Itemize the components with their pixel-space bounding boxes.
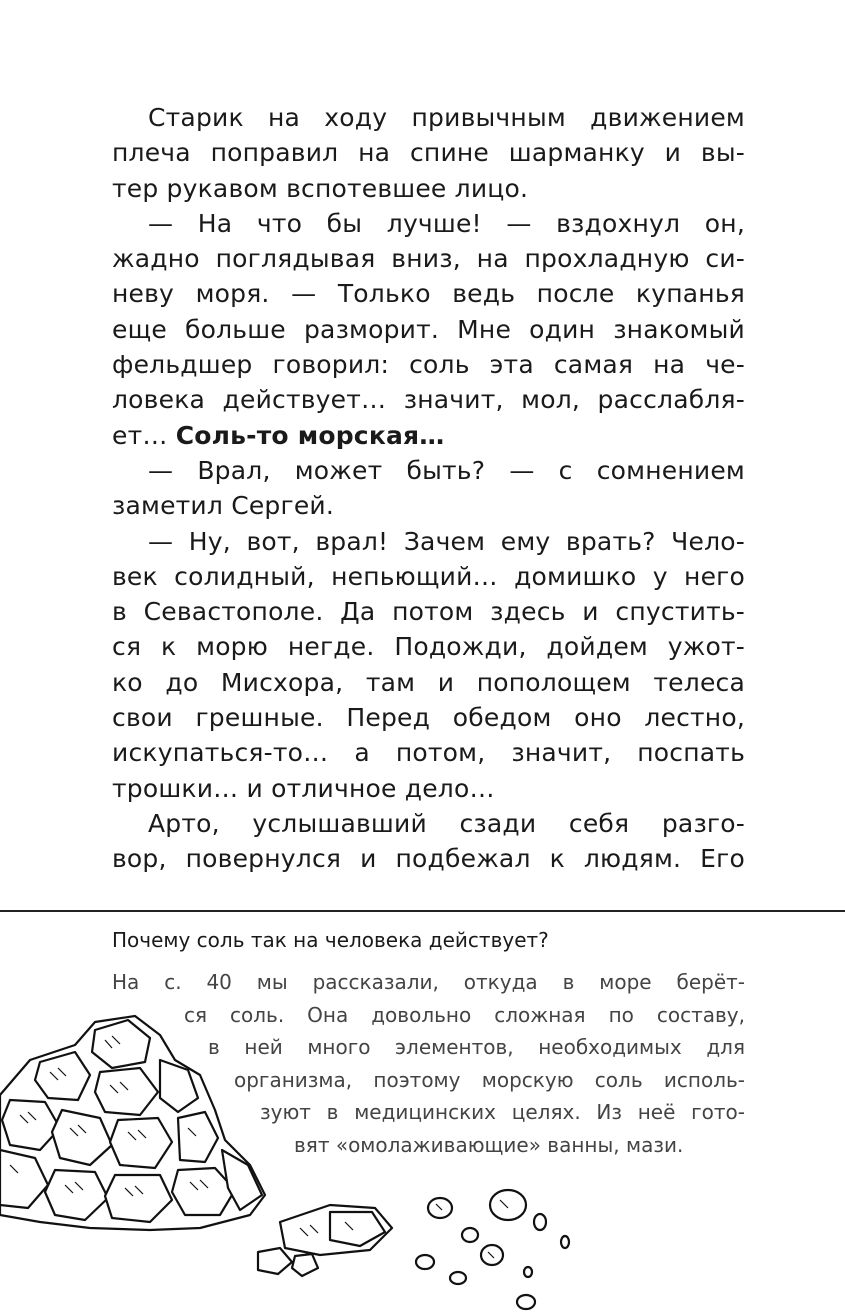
text-line: век солидный, непьющий… домишко у него (112, 561, 745, 591)
text-line: — Врал, может быть? — с сомнением (148, 455, 745, 485)
info-text-line: в ней много элементов, необходимых для (208, 1035, 745, 1059)
text-line: в Севастополе. Да потом здесь и спустить- (112, 597, 745, 627)
info-text-line: ся соль. Она довольно сложная по составу, (184, 1002, 745, 1027)
text-line: неву моря. — Только ведь после купанья (112, 279, 745, 309)
text-line: фельдшер говорил: соль эта самая на че- (112, 350, 745, 380)
text-line: вор, повернулся и подбежал к людям. Его (112, 844, 745, 874)
info-text-line: На с. 40 мы рассказали, откуда в море берёт- (112, 970, 745, 994)
text-line: Старик на ходу привычным движением (148, 103, 745, 132)
text-line: свои грешные. Перед обедом оно лестно, (112, 703, 745, 733)
text-line: плеча поправил на спине шарманку и вы- (112, 138, 745, 168)
text-line: трошки… и отличное дело… (112, 773, 495, 803)
text-line: Арто, услышавший сзади себя разго- (148, 808, 745, 838)
text-line: еще больше разморит. Мне один знакомый (112, 314, 745, 344)
info-text-line: вят «омолаживающие» ванны, мази. (294, 1132, 684, 1157)
text-line: — На что бы лучше! — вздохнул он, (148, 208, 745, 238)
text-line: ет… Соль-то морская… (112, 420, 445, 450)
bold-phrase: Соль-то морская… (175, 420, 445, 450)
text-line: ко до Мисхора, там и пополощем телеса (112, 667, 745, 697)
info-text-line: зуют в медицинских целях. Из неё гото- (260, 1100, 745, 1124)
text-line: — Ну, вот, врал! Зачем ему врать? Чело- (148, 526, 745, 556)
text-line: ловека действует… значит, мол, расслабля- (112, 385, 745, 415)
info-box-title: Почему соль так на человека действует? (112, 928, 549, 952)
text-line: заметил Сергей. (112, 491, 335, 521)
text-line: искупаться-то… а потом, значит, поспать (112, 738, 745, 768)
text-line: тер рукавом вспотевшее лицо. (112, 173, 529, 203)
info-text-line: организма, поэтому морскую соль исполь- (234, 1067, 745, 1092)
text-line: жадно поглядывая вниз, на прохладную си- (112, 244, 745, 274)
text-line: ся к морю негде. Подожди, дойдем ужот- (112, 632, 745, 662)
